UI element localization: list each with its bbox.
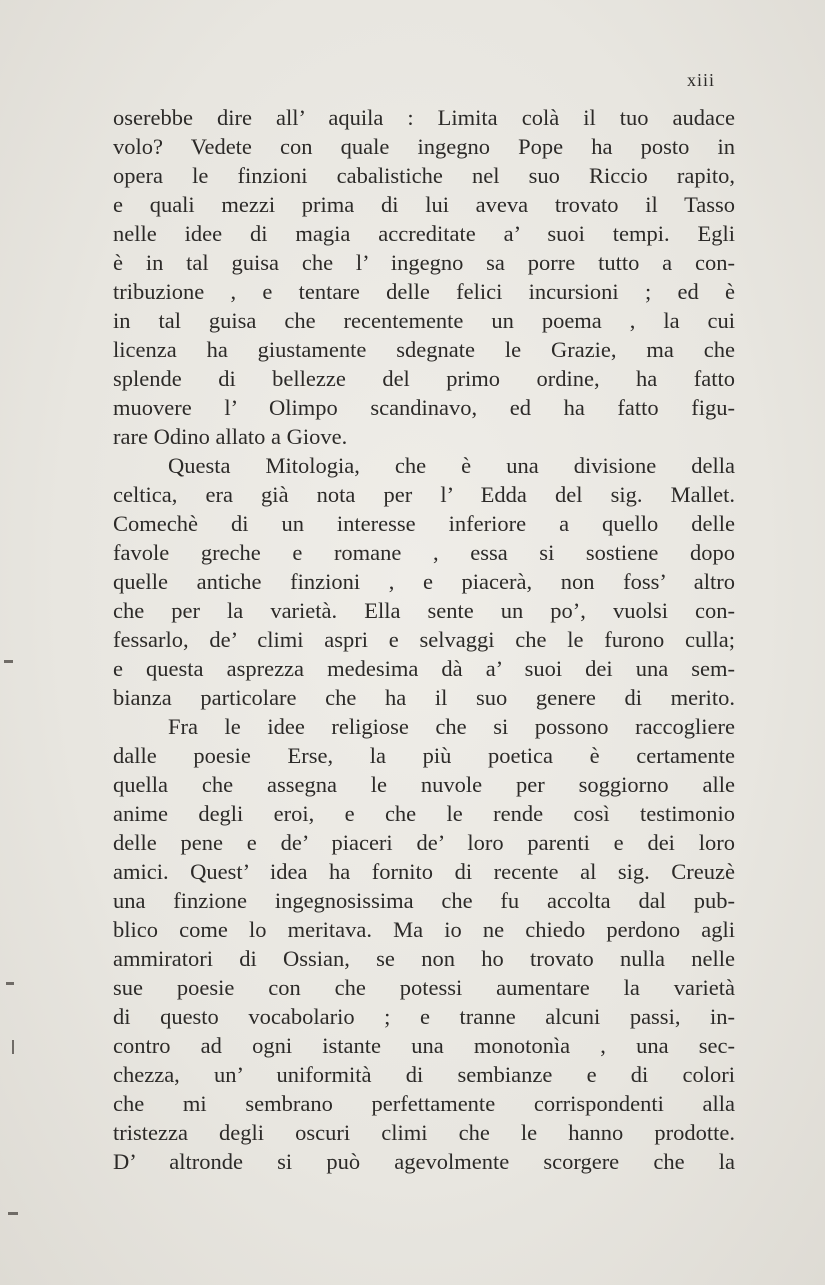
text-line: celtica, era già nota per l’ Edda del sig. Mallet. [113,482,735,507]
text-line: quella che assegna le nuvole per soggiorno alle [113,772,735,797]
text-line: bianza particolare che ha il suo genere di merito. [113,685,735,710]
text-line: opera le finzioni cabalistiche nel suo Riccio rapito, [113,163,735,188]
text-line: ammiratori di Ossian, se non ho trovato nulla nelle [113,946,735,971]
text-line: muovere l’ Olimpo scandinavo, ed ha fatto figu- [113,395,735,420]
text-line: e questa asprezza medesima dà a’ suoi dei una sem- [113,656,735,681]
text-line: D’ altronde si può agevolmente scorgere che la [113,1149,735,1174]
text-line: di questo vocabolario ; e tranne alcuni passi, in- [113,1004,735,1029]
paragraph-start: Questa Mitologia, che è una divisione della [168,453,735,478]
text-line: anime degli eroi, e che le rende così testimonio [113,801,735,826]
text-line: volo? Vedete con quale ingegno Pope ha posto in [113,134,735,159]
text-line: amici. Quest’ idea ha fornito di recente al sig. Creuzè [113,859,735,884]
text-line: sue poesie con che potessi aumentare la varietà [113,975,735,1000]
text-line: Comechè di un interesse inferiore a quello delle [113,511,735,536]
text-line: e quali mezzi prima di lui aveva trovato il Tasso [113,192,735,217]
text-line: una finzione ingegnosissima che fu accolta dal pub- [113,888,735,913]
margin-mark [8,1212,18,1215]
text-line: nelle idee di magia accreditate a’ suoi tempi. Egli [113,221,735,246]
paragraph-start: Fra le idee religiose che si possono raccogliere [168,714,735,739]
margin-mark [12,1040,14,1054]
text-line: fessarlo, de’ climi aspri e selvaggi che le furono culla; [113,627,735,652]
text-line: delle pene e de’ piaceri de’ loro parenti e dei loro [113,830,735,855]
text-line: tristezza degli oscuri climi che le hanno prodotte. [113,1120,735,1145]
body-text [113,103,735,1176]
text-line: favole greche e romane , essa si sostiene dopo [113,540,735,565]
text-line: blico come lo meritava. Ma io ne chiedo perdono agli [113,917,735,942]
text-line: chezza, un’ uniformità di sembianze e di colori [113,1062,735,1087]
text-line: è in tal guisa che l’ ingegno sa porre tutto a con- [113,250,735,275]
text-line: che per la varietà. Ella sente un po’, vuolsi con- [113,598,735,623]
page-number: xiii [686,70,715,90]
margin-mark [4,660,13,663]
text-line: in tal guisa che recentemente un poema , la cui [113,308,735,333]
text-line: quelle antiche finzioni , e piacerà, non foss’ altro [113,569,735,594]
text-line: licenza ha giustamente sdegnate le Grazie, ma che [113,337,735,362]
text-line: rare Odino allato a Giove. [113,424,348,449]
margin-mark [6,982,14,985]
text-line: splende di bellezze del primo ordine, ha fatto [113,366,735,391]
text-line: che mi sembrano perfettamente corrispondenti alla [113,1091,735,1116]
text-line: contro ad ogni istante una monotonìa , una sec- [113,1033,735,1058]
text-line: tribuzione , e tentare delle felici incursioni ; ed è [113,279,735,304]
text-line: dalle poesie Erse, la più poetica è certamente [113,743,735,768]
text-line: oserebbe dire all’ aquila : Limita colà il tuo audace [113,105,735,130]
